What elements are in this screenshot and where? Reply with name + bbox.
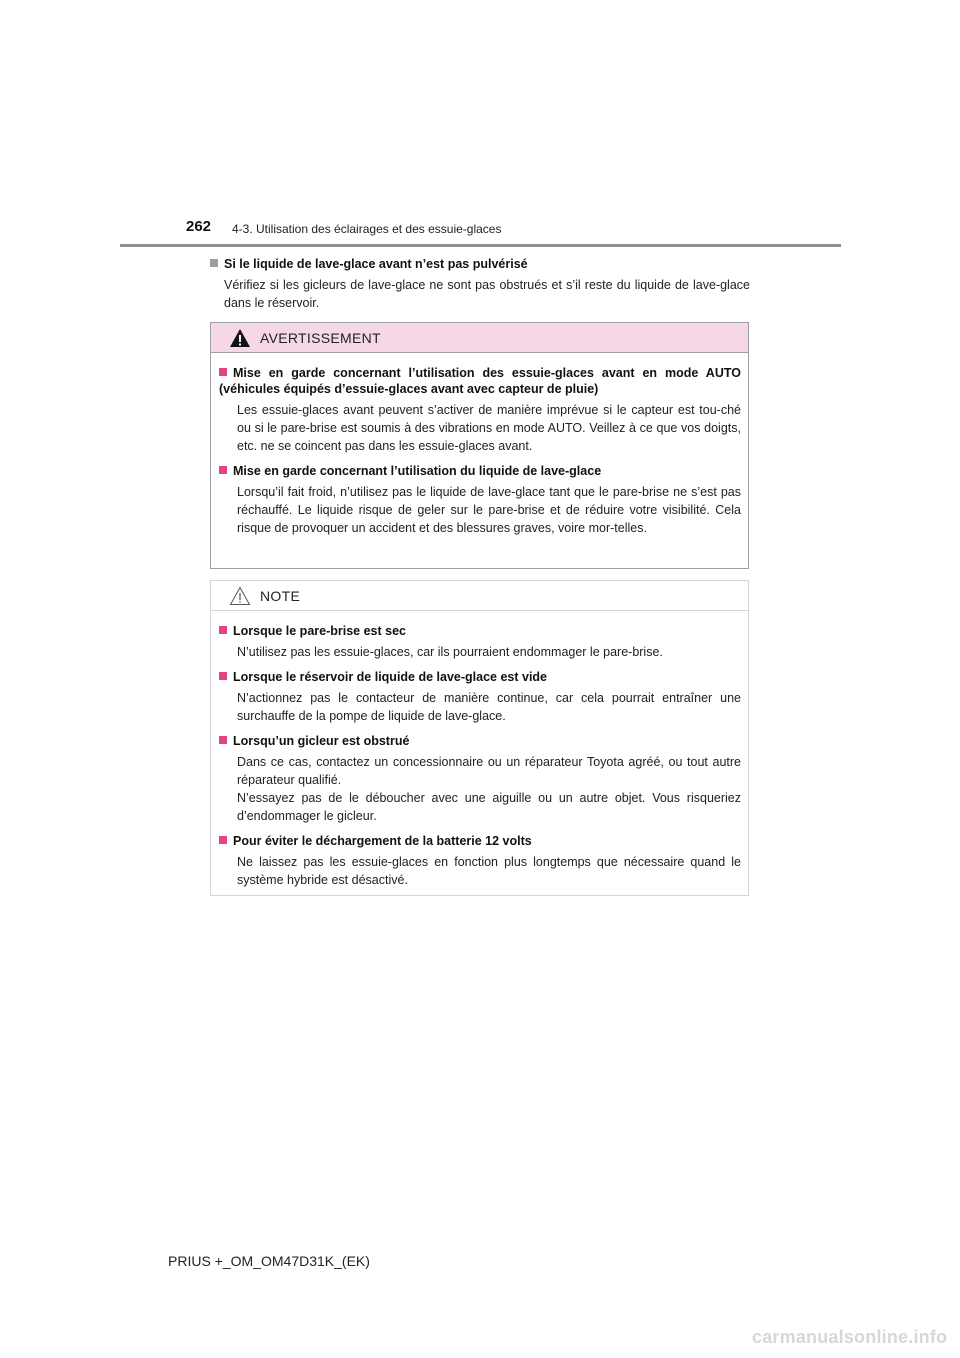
note-item — [219, 669, 741, 725]
section-title: 4-3. Utilisation des éclairages et des essuie-glaces — [232, 222, 502, 236]
note-item-body: N’utilisez pas les essuie-glaces, car ils pourraient endommager le pare-brise. — [237, 645, 663, 659]
note-item-title: Lorsque le réservoir de liquide de lave-glace est vide — [219, 669, 741, 685]
square-bullet-icon — [219, 836, 227, 844]
square-bullet-icon — [219, 736, 227, 744]
note-item-title: Lorsque le pare-brise est sec — [219, 623, 741, 639]
warning-box — [210, 322, 749, 569]
manual-code: PRIUS +_OM_OM47D31K_(EK) — [168, 1253, 370, 1269]
note-content — [211, 611, 748, 889]
warning-item — [219, 365, 741, 455]
warning-item-body: Lorsqu’il fait froid, n’utilisez pas le liquide de lave-glace tant que le pare-brise ne s’est pas réchauffé. Le liquide risque de geler sur le pare-brise et de réduire votre visibilité. Cela risque de provoquer un accident et des blessures graves, voire mor-telles. — [237, 485, 741, 535]
square-bullet-icon — [210, 259, 218, 267]
note-item — [219, 623, 741, 661]
note-item-title: Pour éviter le déchargement de la batterie 12 volts — [219, 833, 741, 849]
square-bullet-icon — [219, 368, 227, 376]
page-number: 262 — [186, 218, 212, 235]
warning-triangle-icon — [229, 328, 251, 348]
note-item-body: Ne laissez pas les essuie-glaces en fonction plus longtemps que nécessaire quand le système hybride est désactivé. — [237, 855, 741, 887]
warning-header — [211, 323, 748, 353]
note-item — [219, 833, 741, 889]
note-label: NOTE — [260, 587, 301, 604]
warning-content — [211, 353, 748, 537]
watermark-link[interactable]: carmanualsonline.info — [752, 1327, 948, 1347]
note-item-body: N’essayez pas de le déboucher avec une aiguille ou un autre objet. Vous risqueriez d’endommager le gicleur. — [237, 791, 741, 823]
note-item-body: Dans ce cas, contactez un concessionnaire ou un réparateur Toyota agréé, ou tout autre réparateur qualifié. — [237, 755, 741, 787]
caution-triangle-icon — [229, 586, 251, 606]
note-item — [219, 733, 741, 825]
square-bullet-icon — [219, 672, 227, 680]
note-header — [211, 581, 748, 611]
note-item-title: Lorsqu’un gicleur est obstrué — [219, 733, 741, 749]
note-item-body: N’actionnez pas le contacteur de manière continue, car cela pourrait entraîner une surchauffe de la pompe de liquide de lave-glace. — [237, 691, 741, 723]
square-bullet-icon — [219, 466, 227, 474]
intro-title: Si le liquide de lave-glace avant n’est pas pulvérisé — [210, 256, 750, 272]
warning-item — [219, 463, 741, 537]
warning-item-title: Mise en garde concernant l’utilisation des essuie-glaces avant en mode AUTO (véhicules équipés d’essuie-glaces avant avec capteur de pluie) — [219, 366, 741, 396]
warning-item-title: Mise en garde concernant l’utilisation du liquide de lave-glace — [219, 463, 741, 479]
note-box — [210, 580, 749, 896]
header-rule — [120, 244, 841, 247]
intro-section — [210, 256, 750, 312]
intro-body: Vérifiez si les gicleurs de lave-glace ne sont pas obstrués et s’il reste du liquide de lave-glace dans le réservoir. — [224, 278, 750, 310]
warning-label: AVERTISSEMENT — [260, 329, 381, 346]
warning-item-body: Les essuie-glaces avant peuvent s’activer de manière imprévue si le capteur est tou-ché ou si le pare-brise est soumis à des vibrations en mode AUTO. Veillez à ce que vos doigts, etc. ne se coincent pas dans les essuie-glaces avant. — [237, 403, 741, 453]
square-bullet-icon — [219, 626, 227, 634]
